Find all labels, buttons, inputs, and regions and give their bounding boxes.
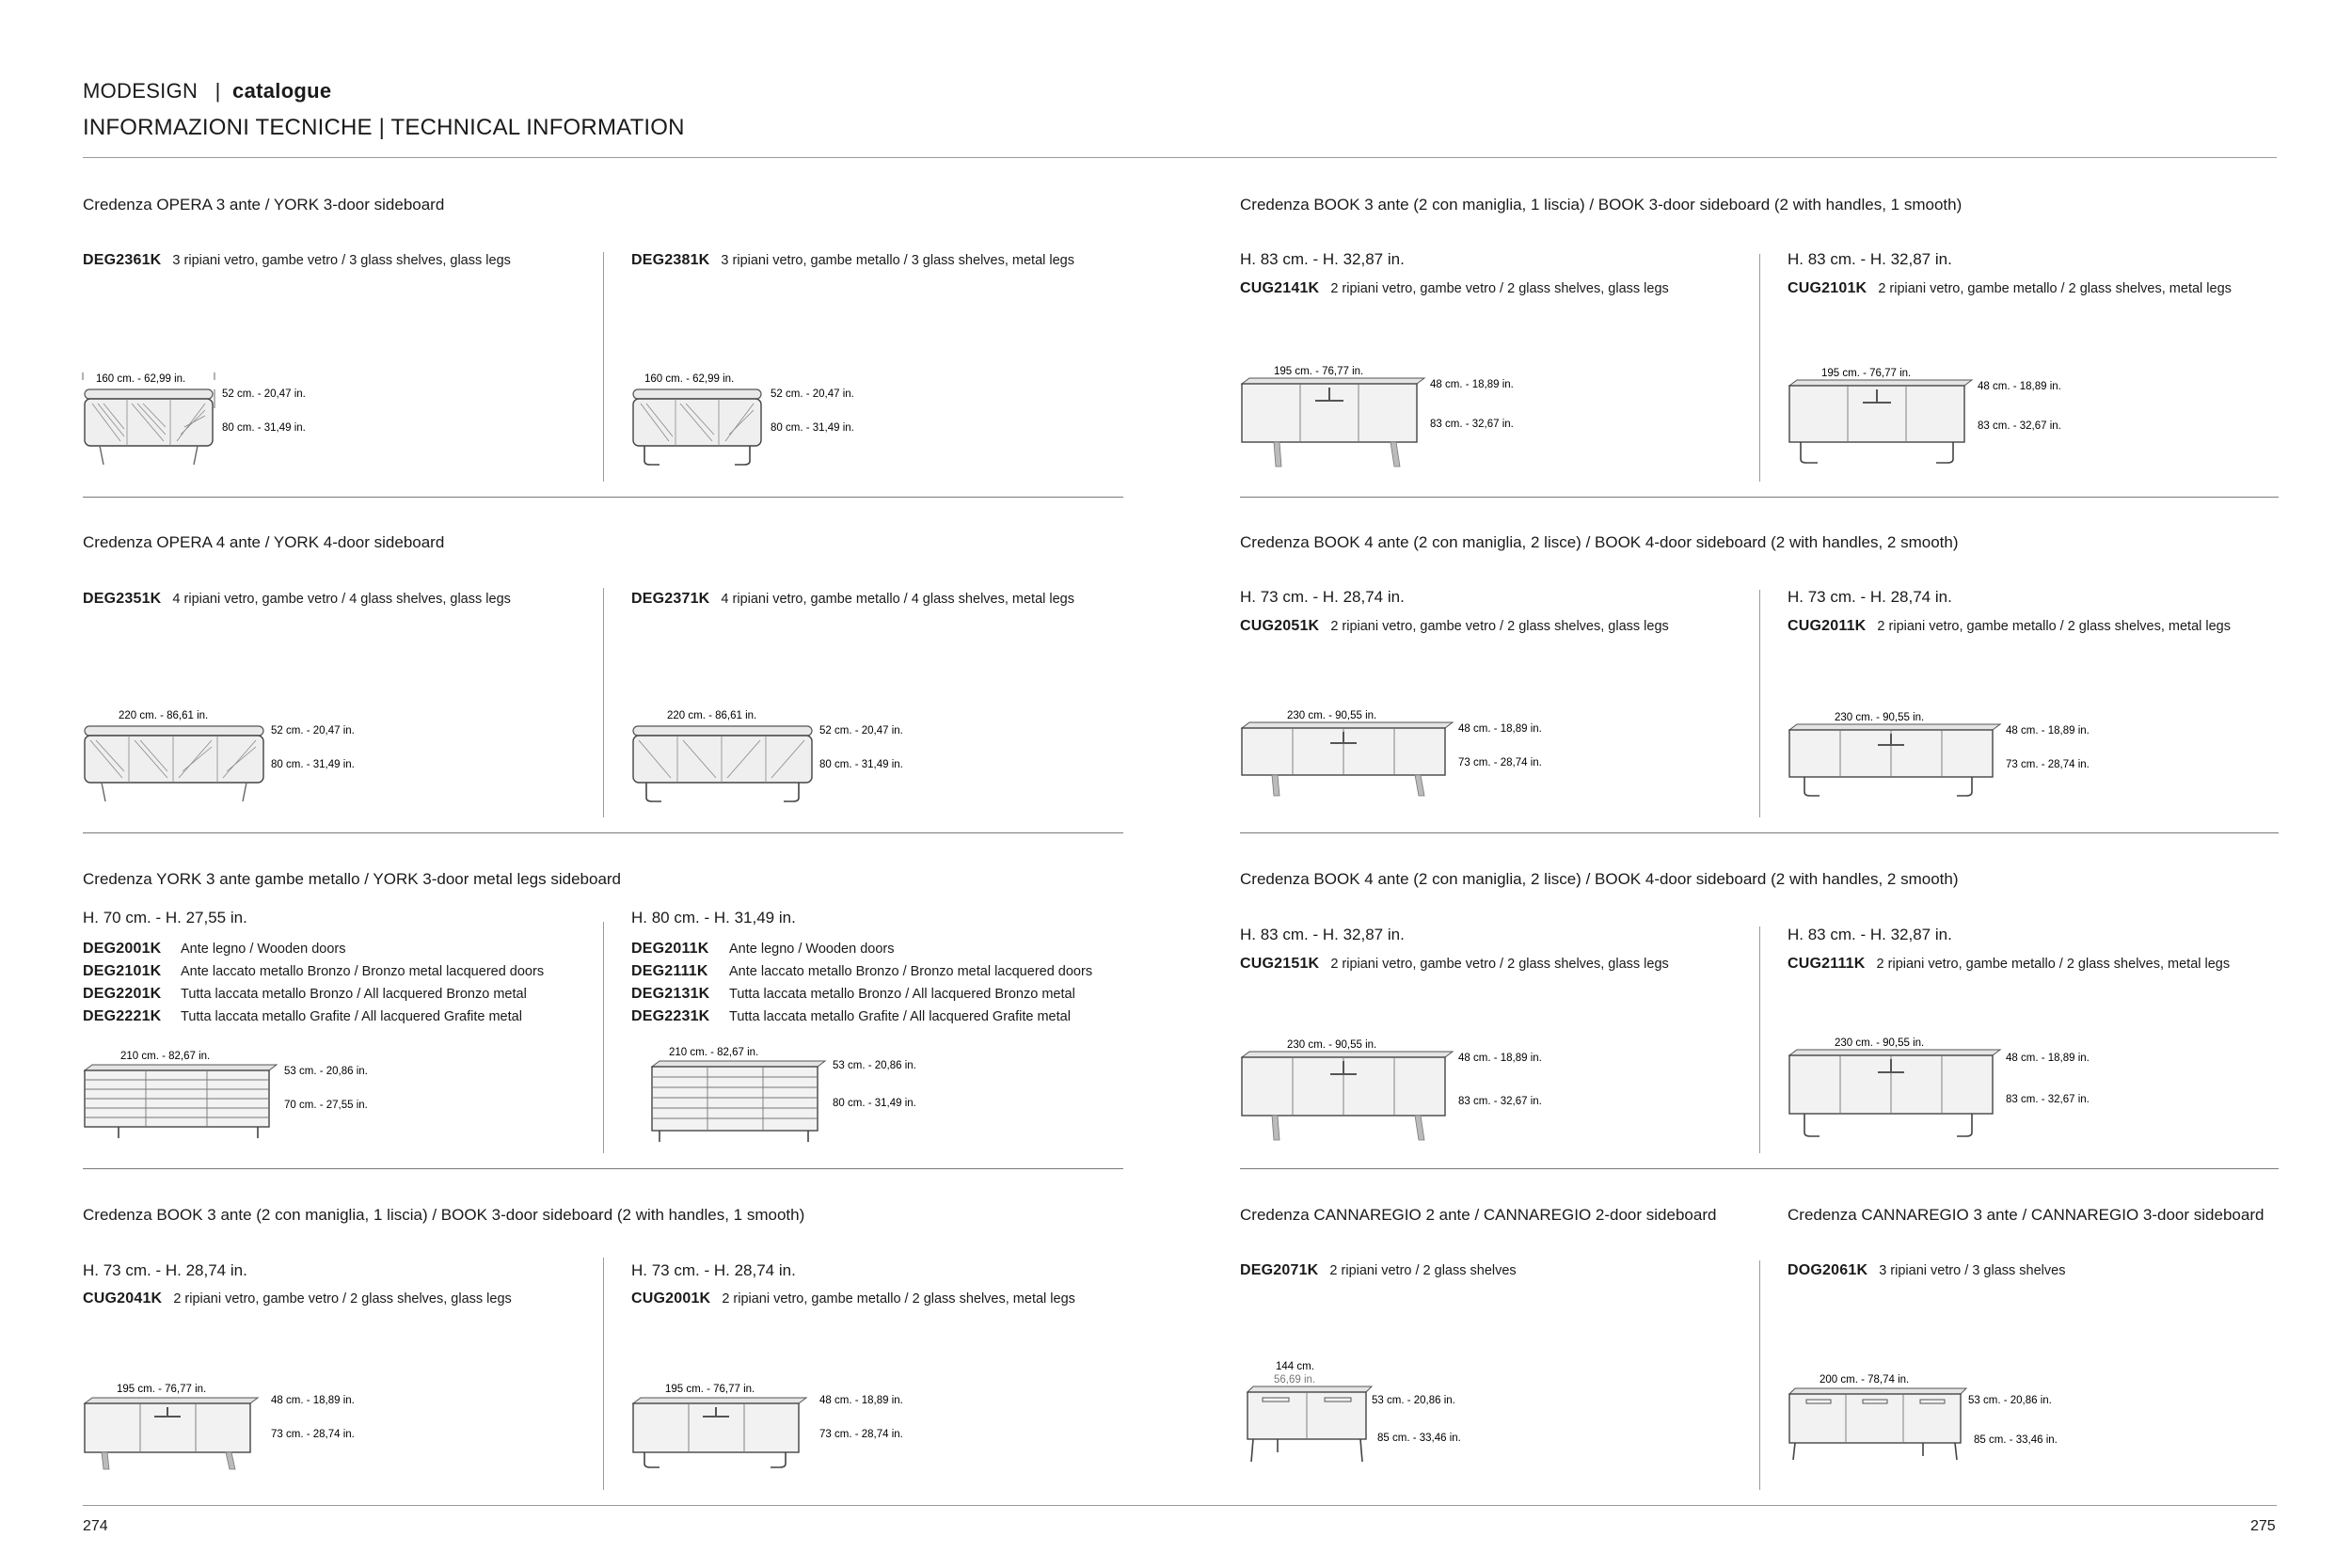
- width-label: 230 cm. - 90,55 in.: [1835, 1037, 1925, 1049]
- product-description: 2 ripiani vetro, gambe metallo / 2 glass shelves, metal legs: [1878, 281, 2232, 296]
- product-code: DEG2221K: [83, 1008, 162, 1024]
- product-description: Ante legno / Wooden doors: [729, 942, 895, 957]
- product-code: CUG2141K: [1240, 280, 1320, 296]
- product-description: 2 ripiani vetro, gambe vetro / 2 glass shelves, glass legs: [173, 1291, 512, 1307]
- product-line: [631, 1006, 1092, 1028]
- width-label: 210 cm. - 82,67 in.: [120, 1051, 211, 1062]
- page-number-left: 274: [83, 1518, 108, 1534]
- product-code: DEG2231K: [631, 1008, 710, 1024]
- catalog-header: [83, 79, 331, 103]
- section-title: Credenza BOOK 3 ante (2 con maniglia, 1 liscia) / BOOK 3-door sideboard (2 with handles, 1 smooth): [1240, 196, 1963, 214]
- sideboard-drawing: [631, 1381, 932, 1489]
- height-spec: H. 70 cm. - H. 27,55 in.: [83, 909, 247, 927]
- product-description: Ante legno / Wooden doors: [181, 942, 346, 957]
- product-line: [1240, 280, 1669, 297]
- product-code: CUG2001K: [631, 1291, 711, 1307]
- product-description: 4 ripiani vetro, gambe vetro / 4 glass shelves, glass legs: [172, 592, 511, 607]
- width-label: 195 cm. - 76,77 in.: [117, 1384, 207, 1395]
- product-line: [83, 1006, 544, 1028]
- product-description: 3 ripiani vetro, gambe metallo / 3 glass shelves, metal legs: [721, 253, 1074, 268]
- page-subtitle: INFORMAZIONI TECNICHE | TECHNICAL INFORMATION: [83, 115, 685, 140]
- page-bottom-rule: [83, 1505, 2277, 1506]
- product-line: [83, 252, 511, 269]
- height-label: 83 cm. - 32,67 in.: [1458, 1096, 1542, 1107]
- product-code: DEG2131K: [631, 986, 710, 1002]
- row-divider: [1240, 832, 2279, 833]
- product-code: DEG2011K: [631, 941, 709, 957]
- product-list: [631, 938, 1092, 1028]
- product-code: DEG2351K: [83, 591, 162, 607]
- product-line: [1788, 1262, 2065, 1279]
- product-description: 4 ripiani vetro, gambe metallo / 4 glass shelves, metal legs: [721, 592, 1074, 607]
- product-line: [83, 938, 544, 960]
- product-line: [83, 983, 544, 1006]
- product-line: [83, 1291, 512, 1307]
- height-label: 70 cm. - 27,55 in.: [284, 1100, 368, 1111]
- height-label: 80 cm. - 31,49 in.: [819, 759, 903, 770]
- width-label: 144 cm.: [1276, 1361, 1314, 1372]
- height-label: 73 cm. - 28,74 in.: [819, 1429, 903, 1440]
- sideboard-drawing: [1240, 707, 1560, 816]
- width-label: 195 cm. - 76,77 in.: [1821, 368, 1912, 379]
- header-section: catalogue: [232, 79, 332, 103]
- height-label: 80 cm. - 31,49 in.: [222, 422, 306, 434]
- product-line: [1788, 956, 2230, 973]
- height-label: 80 cm. - 31,49 in.: [271, 759, 355, 770]
- sideboard-drawing: [1788, 365, 2089, 483]
- sideboard-drawing: [83, 1048, 384, 1156]
- height-spec: H. 80 cm. - H. 31,49 in.: [631, 909, 796, 927]
- product-line: [83, 591, 511, 608]
- product-list: [83, 938, 544, 1028]
- height-label: 83 cm. - 32,67 in.: [2006, 1094, 2090, 1105]
- product-line: [631, 960, 1092, 983]
- product-code: CUG2151K: [1240, 956, 1320, 972]
- depth-label: 53 cm. - 20,86 in.: [833, 1060, 916, 1071]
- height-label: 80 cm. - 31,49 in.: [771, 422, 854, 434]
- height-spec: H. 83 cm. - H. 32,87 in.: [1788, 250, 1952, 268]
- column-divider: [1759, 590, 1760, 817]
- depth-label: 53 cm. - 20,86 in.: [1372, 1395, 1455, 1406]
- product-code: DEG2111K: [631, 963, 708, 979]
- section-title: Credenza CANNAREGIO 3 ante / CANNAREGIO 3-door sideboard: [1788, 1206, 2265, 1224]
- header-separator: |: [215, 79, 221, 103]
- height-label: 85 cm. - 33,46 in.: [1377, 1433, 1461, 1444]
- product-line: [1788, 280, 2232, 297]
- product-line: [83, 960, 544, 983]
- section-title: Credenza BOOK 4 ante (2 con maniglia, 2 lisce) / BOOK 4-door sideboard (2 with handles, 2 smooth): [1240, 870, 1959, 888]
- height-label: 73 cm. - 28,74 in.: [2006, 759, 2090, 770]
- sideboard-drawing: [1788, 1035, 2107, 1152]
- product-description: Ante laccato metallo Bronzo / Bronzo metal lacquered doors: [729, 964, 1093, 979]
- product-code: CUG2101K: [1788, 280, 1867, 296]
- depth-label: 52 cm. - 20,47 in.: [819, 725, 903, 736]
- depth-label: 48 cm. - 18,89 in.: [1430, 379, 1514, 390]
- width-label: 230 cm. - 90,55 in.: [1835, 712, 1925, 723]
- product-description: 2 ripiani vetro, gambe metallo / 2 glass shelves, metal legs: [1877, 619, 2231, 634]
- sideboard-drawing: [631, 371, 876, 479]
- width-label: 230 cm. - 90,55 in.: [1287, 1039, 1377, 1051]
- page-number-right: 275: [2250, 1518, 2276, 1534]
- product-line: [631, 252, 1074, 269]
- width-label: 195 cm. - 76,77 in.: [1274, 366, 1364, 377]
- product-description: 3 ripiani vetro, gambe vetro / 3 glass shelves, glass legs: [172, 253, 511, 268]
- height-spec: H. 83 cm. - H. 32,87 in.: [1240, 926, 1405, 943]
- section-title: Credenza BOOK 3 ante (2 con maniglia, 1 liscia) / BOOK 3-door sideboard (2 with handles, 1 smooth): [83, 1206, 805, 1224]
- depth-label: 48 cm. - 18,89 in.: [271, 1395, 355, 1406]
- height-spec: H. 73 cm. - H. 28,74 in.: [631, 1261, 796, 1279]
- height-spec: H. 73 cm. - H. 28,74 in.: [1240, 588, 1405, 606]
- height-spec: H. 83 cm. - H. 32,87 in.: [1788, 926, 1952, 943]
- depth-label: 48 cm. - 18,89 in.: [1458, 1053, 1542, 1064]
- depth-label: 52 cm. - 20,47 in.: [771, 388, 854, 400]
- product-code: CUG2051K: [1240, 618, 1320, 634]
- sideboard-drawing: [83, 1381, 384, 1489]
- product-line: [1240, 618, 1669, 635]
- product-line: [1240, 1262, 1517, 1279]
- product-code: DEG2101K: [83, 963, 162, 979]
- column-divider: [1759, 254, 1760, 482]
- height-label: 83 cm. - 32,67 in.: [1978, 420, 2061, 432]
- height-label: 83 cm. - 32,67 in.: [1430, 419, 1514, 430]
- width-label-inches: 56,69 in.: [1274, 1374, 1316, 1386]
- sideboard-drawing: [1788, 709, 2107, 817]
- row-divider: [1240, 1168, 2279, 1169]
- product-description: 2 ripiani vetro, gambe vetro / 2 glass shelves, glass legs: [1330, 957, 1669, 972]
- depth-label: 53 cm. - 20,86 in.: [1968, 1395, 2052, 1406]
- brand-name: MODESIGN: [83, 79, 199, 103]
- sideboard-drawing: [83, 371, 327, 479]
- height-spec: H. 73 cm. - H. 28,74 in.: [1788, 588, 1952, 606]
- sideboard-drawing: [1240, 363, 1541, 481]
- depth-label: 53 cm. - 20,86 in.: [284, 1066, 368, 1077]
- width-label: 200 cm. - 78,74 in.: [1820, 1374, 1910, 1386]
- column-divider: [603, 252, 604, 482]
- product-code: DOG2061K: [1788, 1262, 1868, 1278]
- product-description: Tutta laccata metallo Bronzo / All lacquered Bronzo metal: [729, 987, 1075, 1002]
- column-divider: [1759, 927, 1760, 1153]
- depth-label: 48 cm. - 18,89 in.: [2006, 1053, 2090, 1064]
- product-line: [1788, 618, 2231, 635]
- depth-label: 48 cm. - 18,89 in.: [1978, 381, 2061, 392]
- depth-label: 52 cm. - 20,47 in.: [271, 725, 355, 736]
- product-code: DEG2361K: [83, 252, 162, 268]
- product-description: Ante laccato metallo Bronzo / Bronzo metal lacquered doors: [181, 964, 545, 979]
- depth-label: 48 cm. - 18,89 in.: [819, 1395, 903, 1406]
- column-divider: [603, 588, 604, 817]
- product-description: 2 ripiani vetro, gambe vetro / 2 glass shelves, glass legs: [1330, 619, 1669, 634]
- product-code: DEG2071K: [1240, 1262, 1319, 1278]
- width-label: 160 cm. - 62,99 in.: [644, 373, 735, 385]
- header-rule: [83, 157, 2277, 158]
- height-spec: H. 83 cm. - H. 32,87 in.: [1240, 250, 1405, 268]
- width-label: 230 cm. - 90,55 in.: [1287, 710, 1377, 721]
- row-divider: [1240, 497, 2279, 498]
- product-line: [631, 938, 1092, 960]
- height-spec: H. 73 cm. - H. 28,74 in.: [83, 1261, 247, 1279]
- product-line: [631, 591, 1074, 608]
- section-title: Credenza OPERA 4 ante / YORK 4-door sideboard: [83, 533, 445, 551]
- row-divider: [83, 832, 1123, 833]
- product-description: Tutta laccata metallo Bronzo / All lacquered Bronzo metal: [181, 987, 527, 1002]
- product-line: [1240, 956, 1669, 973]
- column-divider: [1759, 1260, 1760, 1490]
- product-description: 2 ripiani vetro, gambe metallo / 2 glass shelves, metal legs: [722, 1291, 1075, 1307]
- width-label: 220 cm. - 86,61 in.: [667, 710, 757, 721]
- product-code: CUG2111K: [1788, 956, 1866, 972]
- depth-label: 52 cm. - 20,47 in.: [222, 388, 306, 400]
- product-description: Tutta laccata metallo Grafite / All lacquered Grafite metal: [181, 1009, 522, 1024]
- product-code: CUG2011K: [1788, 618, 1867, 634]
- section-title: Credenza OPERA 3 ante / YORK 3-door sideboard: [83, 196, 445, 214]
- section-title: Credenza BOOK 4 ante (2 con maniglia, 2 lisce) / BOOK 4-door sideboard (2 with handles, 2 smooth): [1240, 533, 1959, 551]
- product-code: DEG2371K: [631, 591, 710, 607]
- product-description: 3 ripiani vetro / 3 glass shelves: [1879, 1263, 2066, 1278]
- height-label: 73 cm. - 28,74 in.: [271, 1429, 355, 1440]
- product-code: CUG2041K: [83, 1291, 163, 1307]
- product-code: DEG2201K: [83, 986, 162, 1002]
- depth-label: 48 cm. - 18,89 in.: [2006, 725, 2090, 736]
- width-label: 210 cm. - 82,67 in.: [669, 1047, 759, 1058]
- product-code: DEG2001K: [83, 941, 162, 957]
- product-code: DEG2381K: [631, 252, 710, 268]
- height-label: 85 cm. - 33,46 in.: [1974, 1434, 2058, 1446]
- width-label: 160 cm. - 62,99 in.: [96, 373, 186, 385]
- product-description: 2 ripiani vetro / 2 glass shelves: [1329, 1263, 1517, 1278]
- height-label: 80 cm. - 31,49 in.: [833, 1098, 916, 1109]
- section-title: Credenza CANNAREGIO 2 ante / CANNAREGIO 2-door sideboard: [1240, 1206, 1717, 1224]
- sideboard-drawing: [83, 707, 384, 816]
- product-description: Tutta laccata metallo Grafite / All lacquered Grafite metal: [729, 1009, 1071, 1024]
- product-line: [631, 1291, 1075, 1307]
- column-divider: [603, 1258, 604, 1490]
- sideboard-drawing: [631, 1044, 932, 1162]
- product-line: [631, 983, 1092, 1006]
- sideboard-drawing: [631, 707, 932, 816]
- row-divider: [83, 497, 1123, 498]
- sideboard-drawing: [1788, 1371, 2089, 1489]
- depth-label: 48 cm. - 18,89 in.: [1458, 723, 1542, 735]
- sideboard-drawing: [1240, 1037, 1560, 1154]
- width-label: 195 cm. - 76,77 in.: [665, 1384, 755, 1395]
- sideboard-drawing: [1240, 1358, 1522, 1485]
- section-title: Credenza YORK 3 ante gambe metallo / YORK 3-door metal legs sideboard: [83, 870, 622, 888]
- row-divider: [83, 1168, 1123, 1169]
- width-label: 220 cm. - 86,61 in.: [119, 710, 209, 721]
- product-description: 2 ripiani vetro, gambe metallo / 2 glass shelves, metal legs: [1876, 957, 2231, 972]
- column-divider: [603, 922, 604, 1153]
- product-description: 2 ripiani vetro, gambe vetro / 2 glass shelves, glass legs: [1330, 281, 1669, 296]
- height-label: 73 cm. - 28,74 in.: [1458, 757, 1542, 768]
